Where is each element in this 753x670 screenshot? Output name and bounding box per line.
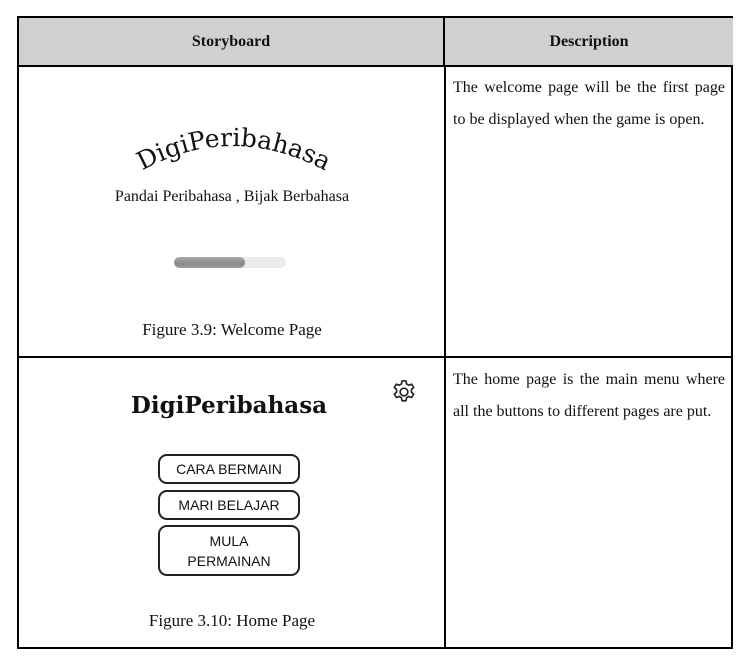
welcome-tagline: Pandai Peribahasa , Bijak Berbahasa xyxy=(114,188,350,205)
welcome-logo-text: DigiPeribahasa xyxy=(131,122,336,177)
header-description: Description xyxy=(445,18,733,67)
mari-belajar-button[interactable]: MARI BELAJAR xyxy=(158,490,300,520)
loading-bar xyxy=(174,257,286,268)
description-home: The home page is the main menu where all the buttons to different pages are put. xyxy=(453,371,725,420)
welcome-logo xyxy=(119,114,349,184)
svg-text:DigiPeribahasa xyxy=(132,123,336,176)
mula-permainan-button[interactable]: MULA PERMAINAN xyxy=(158,525,300,576)
description-welcome: The welcome page will be the first page to be displayed when the game is open. xyxy=(453,79,725,128)
row-divider xyxy=(19,356,731,358)
header-storyboard: Storyboard xyxy=(19,18,445,67)
gear-icon[interactable] xyxy=(390,378,418,406)
loading-bar-fill xyxy=(174,257,245,268)
figure-caption-home: Figure 3.10: Home Page xyxy=(148,611,316,630)
home-title: DigiPeribahasa xyxy=(130,392,328,419)
figure-caption-welcome: Figure 3.9: Welcome Page xyxy=(142,320,322,339)
cara-bermain-button[interactable]: CARA BERMAIN xyxy=(158,454,300,484)
storyboard-table xyxy=(17,16,733,649)
